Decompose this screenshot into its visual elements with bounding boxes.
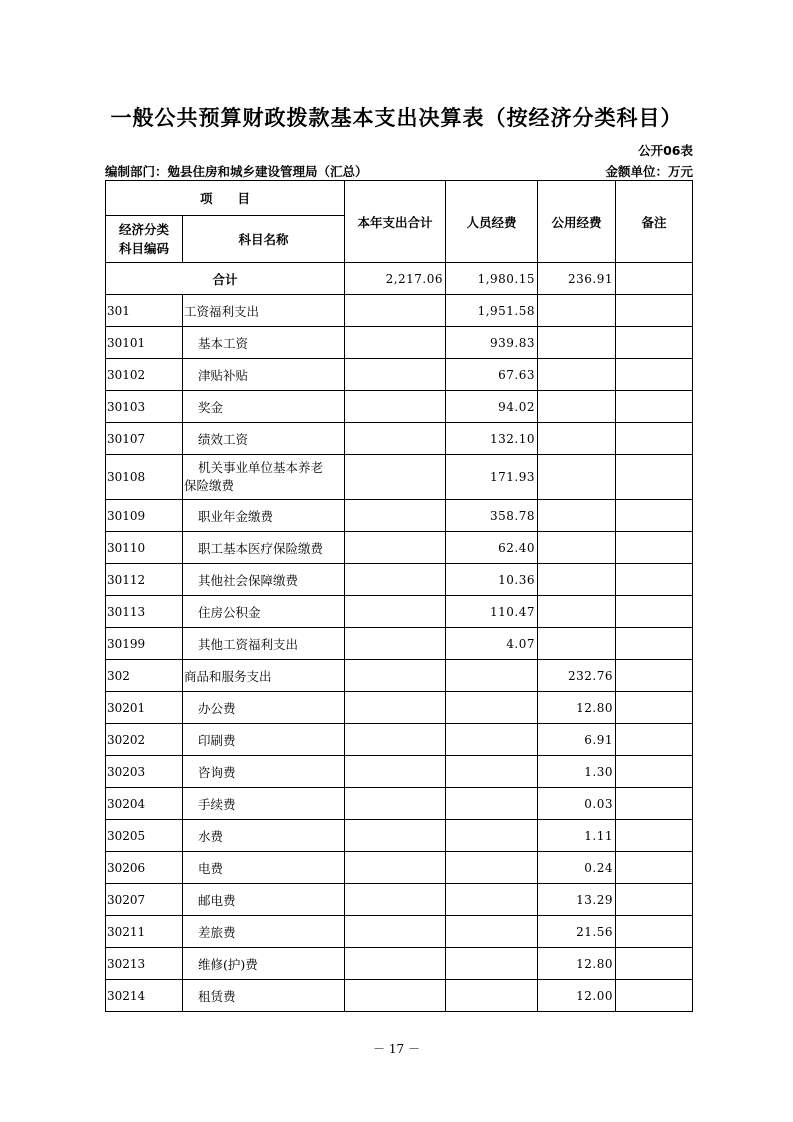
row-personnel [446,756,538,788]
row-total [345,852,446,884]
page-title: 一般公共预算财政拨款基本支出决算表（按经济分类科目） [110,106,683,130]
table-row [106,295,693,327]
row-name: 租赁费 [183,980,345,1012]
row-personnel: 1,951.58 [446,295,538,327]
table-row [106,596,693,628]
row-code: 30103 [106,391,183,423]
row-public [538,327,616,359]
row-name: 商品和服务支出 [183,660,345,692]
row-total [345,756,446,788]
row-public [538,628,616,660]
row-name: 绩效工资 [183,423,345,455]
row-code: 30113 [106,596,183,628]
row-remark [616,423,693,455]
row-remark [616,948,693,980]
row-public [538,423,616,455]
row-personnel: 94.02 [446,391,538,423]
header-name: 科目名称 [183,216,345,263]
row-name: 维修(护)费 [183,948,345,980]
header-code-line2: 科目编码 [118,241,169,256]
row-name: 邮电费 [183,884,345,916]
row-total [345,295,446,327]
row-personnel: 62.40 [446,532,538,564]
row-public [538,295,616,327]
row-public: 0.03 [538,788,616,820]
row-name: 印刷费 [183,724,345,756]
row-public [538,455,616,500]
row-total [345,564,446,596]
row-name: 职工基本医疗保险缴费 [183,532,345,564]
row-total [345,596,446,628]
row-code: 30101 [106,327,183,359]
total-public: 236.91 [538,263,616,295]
header-code-line1: 经济分类 [118,222,169,237]
row-code: 30110 [106,532,183,564]
row-total [345,820,446,852]
row-code: 30112 [106,564,183,596]
table-row [106,500,693,532]
row-personnel: 171.93 [446,455,538,500]
row-remark [616,327,693,359]
row-personnel: 110.47 [446,596,538,628]
row-code: 30202 [106,724,183,756]
row-code: 30207 [106,884,183,916]
table-row [106,660,693,692]
header-project: 项 目 [106,181,345,216]
table-row [106,756,693,788]
row-code: 30204 [106,788,183,820]
row-remark [616,916,693,948]
header-remark: 备注 [616,181,693,263]
row-remark [616,532,693,564]
row-name-line1: 机关事业单位基本养老 [198,460,324,475]
total-total: 2,217.06 [345,263,446,295]
table-row [106,884,693,916]
table-row [106,916,693,948]
row-remark [616,295,693,327]
table-row [106,423,693,455]
row-personnel: 358.78 [446,500,538,532]
row-name-line2: 保险缴费 [184,478,235,493]
row-total [345,692,446,724]
row-public: 232.76 [538,660,616,692]
table-row [106,852,693,884]
row-code: 301 [106,295,183,327]
row-remark [616,756,693,788]
row-remark [616,724,693,756]
row-public [538,596,616,628]
row-personnel [446,884,538,916]
row-personnel: 67.63 [446,359,538,391]
table-row [106,724,693,756]
row-public [538,564,616,596]
row-public [538,500,616,532]
row-public: 1.11 [538,820,616,852]
row-code: 30109 [106,500,183,532]
row-personnel [446,692,538,724]
row-code: 302 [106,660,183,692]
row-remark [616,391,693,423]
row-personnel [446,820,538,852]
row-total [345,884,446,916]
row-remark [616,500,693,532]
row-name: 其他工资福利支出 [183,628,345,660]
table-row [106,788,693,820]
row-personnel: 10.36 [446,564,538,596]
row-remark [616,980,693,1012]
table-row [106,692,693,724]
total-row [106,263,693,295]
expenditure-table [105,180,693,1012]
header-personnel: 人员经费 [446,181,538,263]
row-code: 30213 [106,948,183,980]
row-total [345,948,446,980]
row-personnel [446,948,538,980]
unit-label: 金额单位：万元 [605,164,693,179]
row-remark [616,596,693,628]
row-total [345,628,446,660]
row-name: 职业年金缴费 [183,500,345,532]
form-number: 公开06表 [638,143,693,158]
row-public [538,391,616,423]
table-row [106,359,693,391]
row-public: 12.80 [538,692,616,724]
header-public: 公用经费 [538,181,616,263]
row-code: 30199 [106,628,183,660]
total-remark [616,263,693,295]
row-total [345,660,446,692]
row-total [345,500,446,532]
table-row [106,532,693,564]
row-total [345,327,446,359]
row-public: 12.00 [538,980,616,1012]
row-remark [616,660,693,692]
row-name: 住房公积金 [183,596,345,628]
row-total [345,391,446,423]
row-public: 1.30 [538,756,616,788]
row-public: 13.29 [538,884,616,916]
row-remark [616,820,693,852]
row-remark [616,692,693,724]
row-public [538,532,616,564]
row-total [345,532,446,564]
page-number: － 17 － [373,1042,420,1056]
row-personnel: 939.83 [446,327,538,359]
row-personnel: 132.10 [446,423,538,455]
row-code: 30203 [106,756,183,788]
row-name: 工资福利支出 [183,295,345,327]
table-row [106,564,693,596]
row-name: 电费 [183,852,345,884]
row-public: 0.24 [538,852,616,884]
row-name: 咨询费 [183,756,345,788]
row-code: 30108 [106,455,183,500]
table-row [106,391,693,423]
row-code: 30206 [106,852,183,884]
row-code: 30107 [106,423,183,455]
row-public: 12.80 [538,948,616,980]
header-total: 本年支出合计 [345,181,446,263]
row-public: 6.91 [538,724,616,756]
row-personnel [446,916,538,948]
row-remark [616,852,693,884]
row-name: 津贴补贴 [183,359,345,391]
row-personnel [446,660,538,692]
row-code: 30102 [106,359,183,391]
row-public [538,359,616,391]
row-total [345,724,446,756]
row-total [345,980,446,1012]
table-row [106,327,693,359]
row-name: 基本工资 [183,327,345,359]
row-code: 30211 [106,916,183,948]
table-row [106,628,693,660]
header-code [106,216,183,263]
row-total [345,423,446,455]
row-total [345,916,446,948]
row-remark [616,455,693,500]
row-personnel [446,980,538,1012]
row-remark [616,628,693,660]
total-label: 合计 [106,263,345,295]
row-name: 奖金 [183,391,345,423]
row-name: 差旅费 [183,916,345,948]
row-code: 30205 [106,820,183,852]
row-personnel [446,852,538,884]
row-remark [616,564,693,596]
row-name: 水费 [183,820,345,852]
table-row [106,455,693,500]
row-remark [616,359,693,391]
department-label: 编制部门：勉县住房和城乡建设管理局（汇总） [105,164,368,179]
row-name: 手续费 [183,788,345,820]
row-name: 其他社会保障缴费 [183,564,345,596]
table-row [106,948,693,980]
total-personnel: 1,980.15 [446,263,538,295]
table-row [106,820,693,852]
row-name: 办公费 [183,692,345,724]
row-total [345,788,446,820]
row-remark [616,788,693,820]
row-personnel [446,724,538,756]
row-personnel: 4.07 [446,628,538,660]
table-row [106,980,693,1012]
row-code: 30201 [106,692,183,724]
row-name [183,455,345,500]
row-remark [616,884,693,916]
row-code: 30214 [106,980,183,1012]
row-total [345,359,446,391]
row-total [345,455,446,500]
row-personnel [446,788,538,820]
row-public: 21.56 [538,916,616,948]
